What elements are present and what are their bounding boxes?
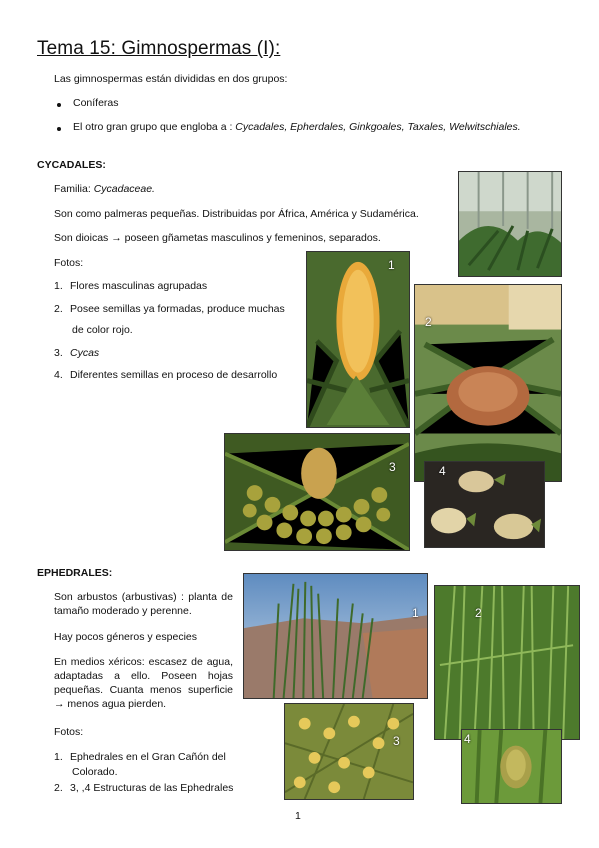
grand-canyon-ephedra-photo (243, 573, 428, 699)
cycadales-distribution: Son como palmeras pequeñas. Distribuidas por África, América y Sudamérica. (54, 208, 419, 220)
ephedrales-heading: EPHEDRALES: (37, 567, 113, 579)
cycadales-fotos-label: Fotos: (54, 257, 84, 269)
photo-label: 2 (425, 315, 432, 329)
intro-text: Las gimnospermas están divididas en dos grupos: (54, 73, 288, 85)
seed-crown-photo (414, 284, 562, 482)
intro-bullet2-prefix: El otro gran grupo que engloba a : (73, 121, 236, 133)
greenhouse-cycad-photo (458, 171, 562, 277)
cycadales-heading: CYCADALES: (37, 159, 106, 171)
photo-label: 1 (388, 258, 395, 272)
male-cone-photo (306, 251, 410, 428)
intro-bullet-other-groups (73, 120, 521, 134)
ephedra-stems-photo (434, 585, 580, 740)
familia-value: Cycadaceae. (93, 183, 155, 195)
ephedrales-genera: Hay pocos géneros y especies (54, 631, 197, 643)
ephedra-flowers-photo (284, 703, 414, 800)
photo-label: 1 (412, 606, 419, 620)
cycadales-familia (54, 182, 155, 196)
list-item-continuation: Colorado. (72, 766, 118, 778)
photo-label: 3 (393, 734, 400, 748)
list-item: 3. Cycas (54, 347, 100, 359)
bullet-marker (57, 103, 61, 107)
list-item: 1. Flores masculinas agrupadas (54, 280, 208, 292)
cycas-seeds-photo (224, 433, 410, 551)
ephedrales-description: Son arbustos (arbustivas) : planta de tamaño moderado y perenne. (54, 591, 233, 617)
photo-label: 4 (464, 732, 471, 746)
intro-bullet-coniferas: Coníferas (73, 97, 119, 109)
ephedra-cone-photo (461, 729, 562, 804)
list-item-continuation: de color rojo. (72, 324, 133, 336)
intro-bullet2-items: Cycadales, Epherdales, Ginkgoales, Taxales, Welwitschiales. (235, 121, 521, 133)
familia-label: Familia: (54, 183, 94, 195)
developing-seeds-photo (424, 461, 545, 548)
list-item: 4. Diferentes semillas en proceso de desarrollo (54, 369, 278, 381)
cycadales-dioicas: Son dioicas → poseen gñametas masculinos y femeninos, separados. (54, 232, 381, 244)
ephedrales-fotos-label: Fotos: (54, 726, 84, 738)
bullet-marker (57, 127, 61, 131)
list-item: 1. Ephedrales en el Gran Cañón del (54, 751, 226, 763)
photo-label: 4 (439, 464, 446, 478)
ephedrales-xeric: En medios xéricos: escasez de agua, adaptadas a ello. Poseen hojas pequeñas. Cuanta menos superficie → menos agua pierden. (54, 656, 233, 710)
page-number: 1 (295, 810, 301, 822)
photo-label: 2 (475, 606, 482, 620)
list-item: 2. Posee semillas ya formadas, produce muchas (54, 303, 285, 315)
page-title: Tema 15: Gimnospermas (I): (37, 38, 281, 59)
photo-label: 3 (389, 460, 396, 474)
list-item: 2. 3, ,4 Estructuras de las Ephedrales (54, 782, 234, 794)
